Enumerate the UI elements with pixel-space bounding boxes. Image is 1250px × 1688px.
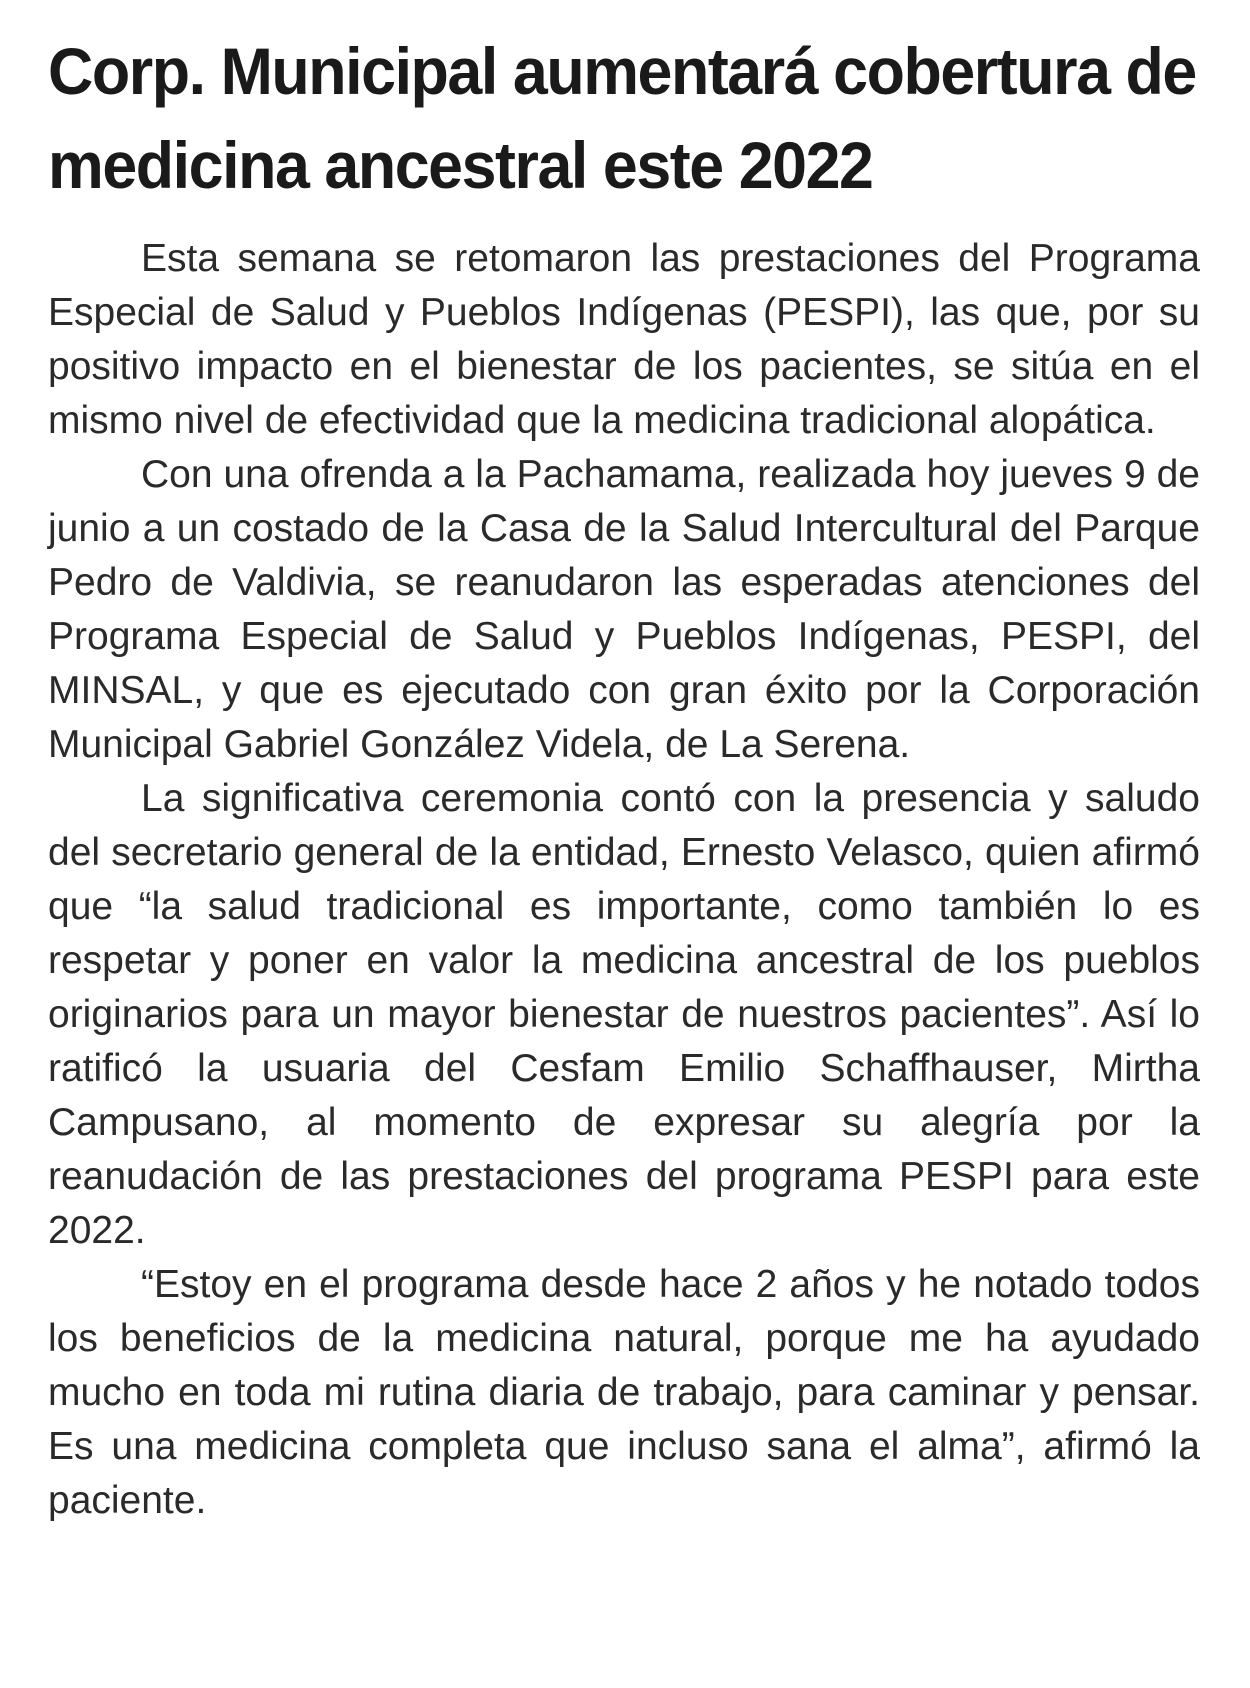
- article-paragraph: Con una ofrenda a la Pachamama, realizada hoy jueves 9 de junio a un costado de la Casa de la Salud Intercultural del Parque Pedro de Valdivia, se reanudaron las esperadas atenciones del Programa Especial de Salud y Pueblos Indígenas, PESPI, del MINSAL, y que es ejecutado con gran éxito por la Corporación Municipal Gabriel González Videla, de La Serena.: [48, 453, 1200, 766]
- article-headline: Corp. Municipal aumentará cobertura de medicina ancestral este 2022: [48, 34, 1196, 202]
- news-article: [48, 24, 1200, 1528]
- article-paragraph: Esta semana se retomaron las prestaciones del Programa Especial de Salud y Pueblos Indígenas (PESPI), las que, por su positivo impacto en el bienestar de los pacientes, se sitúa en el mismo nivel de efectividad que la medicina tradicional alopática.: [48, 237, 1200, 442]
- article-paragraph: La significativa ceremonia contó con la presencia y saludo del secretario general de la entidad, Ernesto Velasco, quien afirmó que “la salud tradicional es importante, como también lo es respetar y poner en valor la medicina ancestral de los pueblos originarios para un mayor bienestar de nuestros pacientes”. Así lo ratificó la usuaria del Cesfam Emilio Schaffhauser, Mirtha Campusano, al momento de expresar su alegría por la reanudación de las prestaciones del programa PESPI para este 2022.: [48, 777, 1200, 1252]
- article-body: [48, 232, 1200, 1528]
- article-paragraph: “Estoy en el programa desde hace 2 años y he notado todos los beneficios de la medicina natural, porque me ha ayudado mucho en toda mi rutina diaria de trabajo, para caminar y pensar. Es una medicina completa que incluso sana el alma”, afirmó la paciente.: [48, 1263, 1200, 1522]
